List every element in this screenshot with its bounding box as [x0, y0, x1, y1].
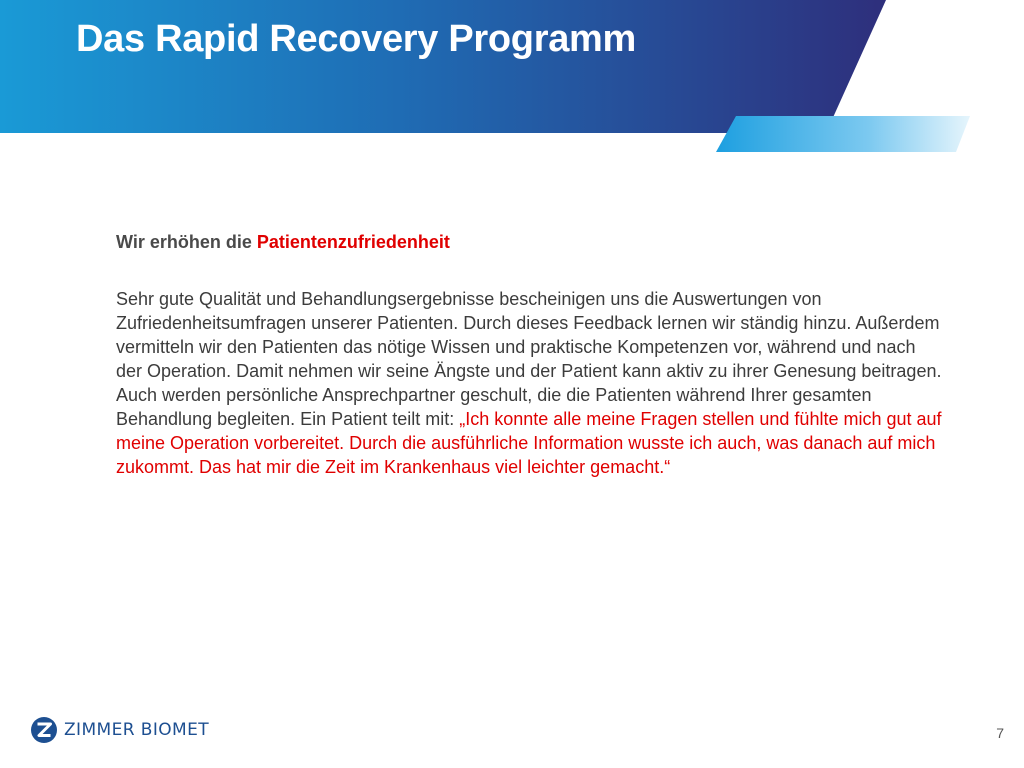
body-text: Sehr gute Qualität und Behandlungsergebnisse bescheinigen uns die Auswertungen von Zufriedenheitsumfragen unserer Patienten. Durch dieses Feedback lernen wir ständig hinzu. Außerdem vermitteln wir den Patienten das nötige Wissen und praktische Kompetenzen vor, während und nach der Operation. Damit nehmen wir seine Ängste und der Patient kann aktiv zu ihrer Genesung beitragen. Auch werden persönliche Ansprechpartner geschult, die die Patienten während Ihrer gesamten Behandlung begleiten. Ein Patient teilt mit:	[116, 289, 942, 429]
heading-prefix: Wir erhöhen die	[116, 232, 257, 252]
section-heading	[116, 229, 946, 255]
patient-quote: „Ich konnte alle meine Fragen stellen und fühlte mich gut auf meine Operation vorbereitet. Durch die ausführliche Information wusste ich auch, was danach auf mich zukommt. Das hat mir die Zeit im Krankenhaus viel leichter gemacht.“	[116, 409, 942, 477]
page-number: 7	[996, 725, 1004, 741]
body-paragraph	[116, 287, 946, 479]
logo-text: ZIMMER BIOMET	[64, 720, 210, 740]
slide-title: Das Rapid Recovery Programm	[76, 18, 637, 60]
banner-light-stripe	[716, 116, 970, 152]
heading-highlight: Patientenzufriedenheit	[256, 232, 450, 252]
footer-logo	[30, 716, 209, 744]
zimmer-biomet-z-logo-icon	[30, 716, 58, 744]
content-block	[116, 229, 946, 479]
